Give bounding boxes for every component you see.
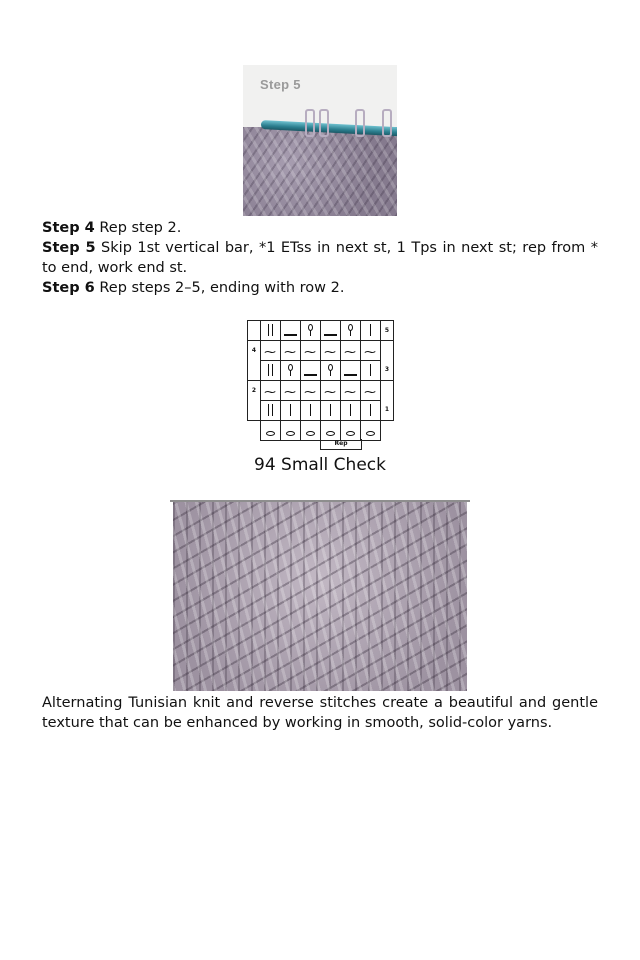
knot-icon <box>348 324 353 336</box>
step-4-label: Step 4 <box>42 220 95 236</box>
chart-cell <box>361 401 381 421</box>
caption-text: Alternating Tunisian knit and reverse stitches create a beautiful and gentle texture that can be enhanced by working in smooth, solid-color yarns. <box>42 695 598 731</box>
fabric-image <box>243 127 397 216</box>
chart-cell <box>341 341 361 361</box>
dash-icon <box>324 334 337 336</box>
chart-cell <box>281 421 301 441</box>
yarn-loop <box>305 109 315 137</box>
step-4 <box>42 218 598 238</box>
knot-icon <box>308 324 313 336</box>
row-number-cell <box>248 401 261 421</box>
chart-cell <box>281 401 301 421</box>
row-number-cell <box>248 321 261 341</box>
step-5-photo <box>243 65 397 216</box>
chart-cell <box>301 361 321 381</box>
chart-cell <box>341 421 361 441</box>
bar-icon <box>370 364 372 376</box>
wave-icon: ~ <box>303 384 318 399</box>
chart-cell <box>261 421 281 441</box>
step-4-text: Rep step 2. <box>94 220 182 236</box>
chart-cell <box>361 361 381 381</box>
chain-oval-icon <box>266 431 275 436</box>
wave-icon: ~ <box>263 384 278 399</box>
step-6-label: Step 6 <box>42 280 95 296</box>
wave-icon: ~ <box>363 344 378 359</box>
wave-icon: ~ <box>283 384 298 399</box>
dash-icon <box>304 374 317 376</box>
row-number-3: 3 <box>381 361 394 381</box>
step-photo-label: Step 5 <box>260 77 301 92</box>
chart-cell <box>301 381 321 401</box>
row-number-1: 1 <box>381 401 394 421</box>
wave-icon: ~ <box>363 384 378 399</box>
row-number-cell <box>248 361 261 381</box>
knot-icon <box>288 364 293 376</box>
chart-cell <box>341 321 361 341</box>
dash-icon <box>284 334 297 336</box>
row-number-cell <box>248 421 261 441</box>
wave-icon: ~ <box>343 384 358 399</box>
chain-oval-icon <box>346 431 355 436</box>
yarn-loop <box>355 109 365 137</box>
chart-cell <box>261 341 281 361</box>
chart-cell <box>321 341 341 361</box>
bar-icon <box>330 404 332 416</box>
chart-cell <box>321 421 341 441</box>
chart-cell <box>281 361 301 381</box>
bar-icon <box>310 404 312 416</box>
step-5-label: Step 5 <box>42 240 96 256</box>
chart-cell <box>321 381 341 401</box>
row-number-cell <box>381 421 394 441</box>
wave-icon: ~ <box>343 344 358 359</box>
stitch-chart <box>247 320 394 447</box>
double-bar-icon <box>268 324 273 336</box>
chart-cell <box>341 381 361 401</box>
chart-cell <box>281 381 301 401</box>
double-bar-icon <box>268 364 273 376</box>
row-number-4: 4 <box>248 341 261 361</box>
repeat-label: Rep <box>320 439 362 450</box>
chart-cell <box>301 401 321 421</box>
row-number-cell <box>381 381 394 401</box>
step-5 <box>42 238 598 278</box>
wave-icon: ~ <box>263 344 278 359</box>
chart-cell <box>341 401 361 421</box>
stitch-chart-grid <box>247 320 394 441</box>
bar-icon <box>370 404 372 416</box>
chart-cell <box>341 361 361 381</box>
chart-cell <box>321 321 341 341</box>
chart-cell <box>281 321 301 341</box>
chart-cell <box>261 381 281 401</box>
wave-icon: ~ <box>323 344 338 359</box>
wave-icon: ~ <box>323 384 338 399</box>
step-6 <box>42 278 598 298</box>
row-number-5: 5 <box>381 321 394 341</box>
chain-oval-icon <box>286 431 295 436</box>
chart-cell <box>301 421 321 441</box>
row-number-cell <box>381 341 394 361</box>
wave-icon: ~ <box>303 344 318 359</box>
chart-cell <box>301 321 321 341</box>
chart-cell <box>301 341 321 361</box>
row-number-2: 2 <box>248 381 261 401</box>
step-5-text: Skip 1st vertical bar, *1 ETss in next st, 1 Tps in next st; rep from * to end, work end st. <box>42 240 598 276</box>
chart-cell <box>281 341 301 361</box>
chart-cell <box>261 321 281 341</box>
swatch-photo <box>173 502 467 691</box>
pattern-description <box>42 693 598 733</box>
chart-cell <box>321 401 341 421</box>
yarn-loop <box>382 109 392 137</box>
chain-oval-icon <box>306 431 315 436</box>
step-6-text: Rep steps 2–5, ending with row 2. <box>94 280 345 296</box>
dash-icon <box>344 374 357 376</box>
knot-icon <box>328 364 333 376</box>
chart-cell <box>361 321 381 341</box>
pattern-title: 94 Small Check <box>254 455 386 475</box>
chart-cell <box>321 361 341 381</box>
bar-icon <box>370 324 372 336</box>
chart-cell <box>361 341 381 361</box>
chart-cell <box>261 401 281 421</box>
steps-instructions <box>42 218 598 298</box>
chart-cell <box>361 421 381 441</box>
wave-icon: ~ <box>283 344 298 359</box>
chain-oval-icon <box>366 431 375 436</box>
chart-cell <box>261 361 281 381</box>
double-bar-icon <box>268 404 273 416</box>
chart-cell <box>361 381 381 401</box>
bar-icon <box>290 404 292 416</box>
chain-oval-icon <box>326 431 335 436</box>
yarn-loop <box>319 109 329 137</box>
bar-icon <box>350 404 352 416</box>
